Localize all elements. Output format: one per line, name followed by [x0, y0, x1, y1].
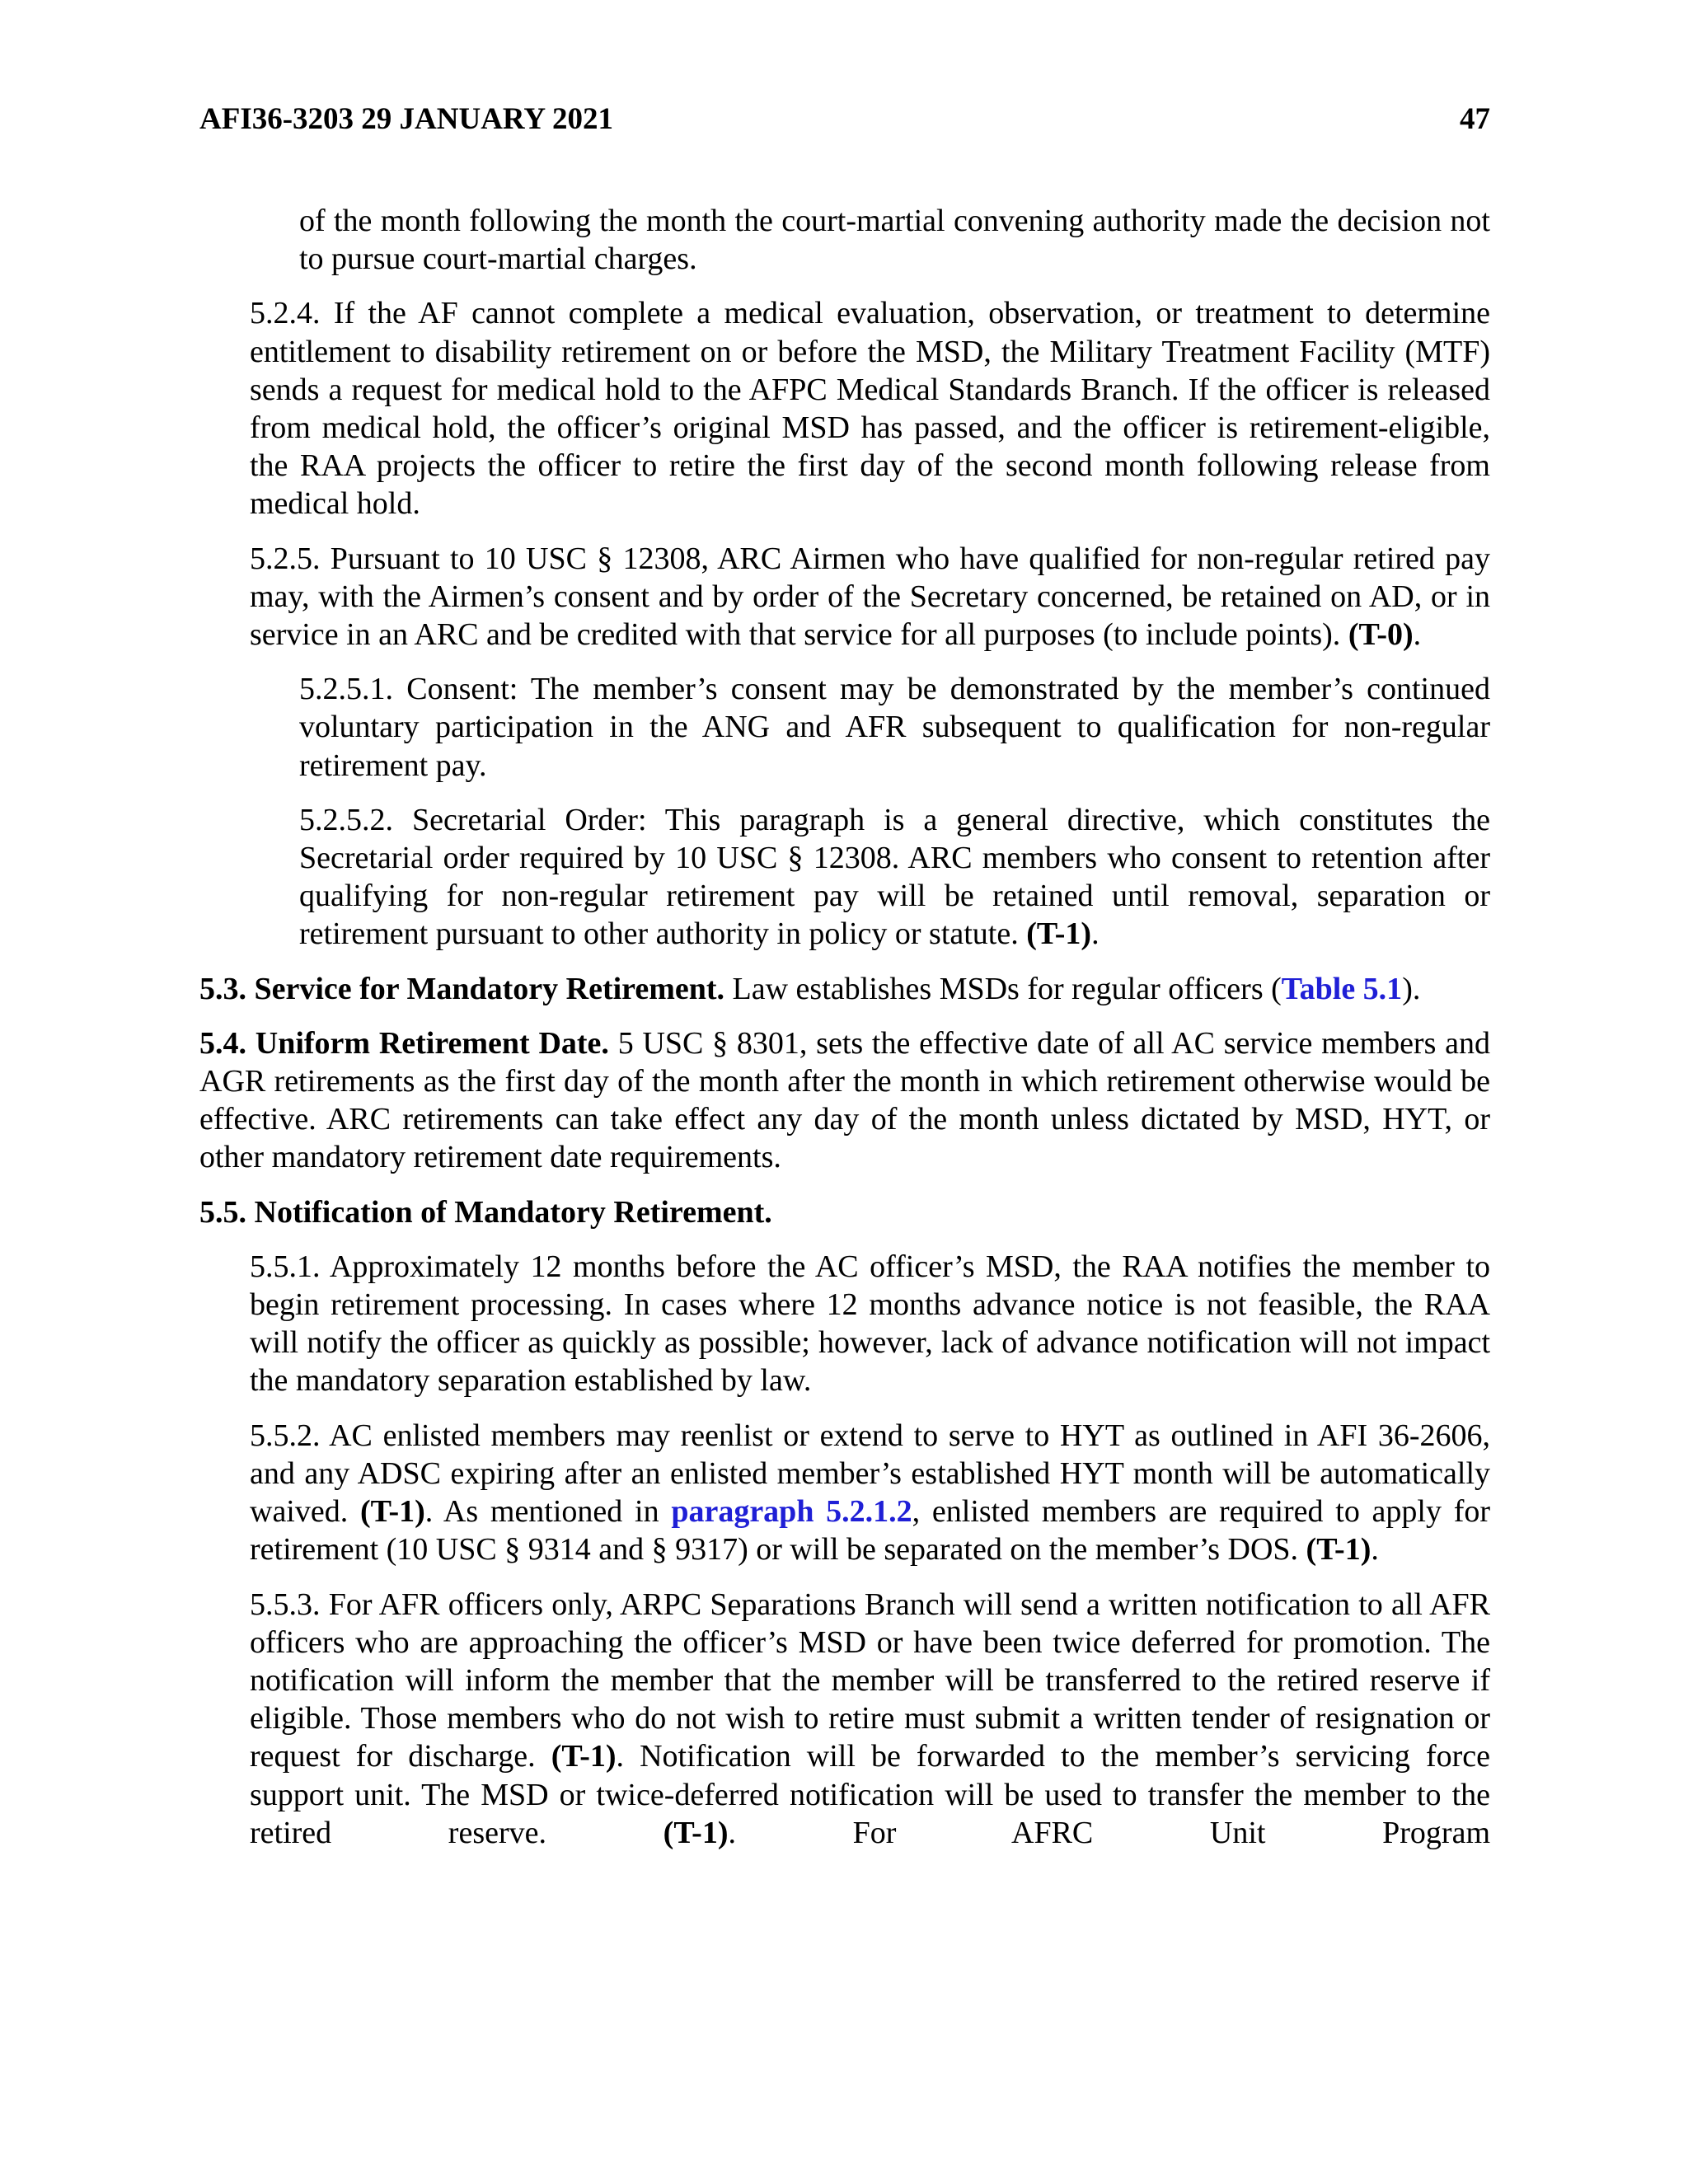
section-heading: 5.3. Service for Mandatory Retirement. [199, 971, 725, 1006]
document-id: AFI36-3203 29 JANUARY 2021 [199, 102, 613, 136]
tier-label: (T-1) [551, 1739, 617, 1774]
section-heading: 5.5. Notification of Mandatory Retirement. [199, 1194, 772, 1230]
section-5-4: 5.4. Uniform Retirement Date. 5 USC § 8301, sets the effective date of all AC service members and AGR retirements as the first day of the month after the month in which retirement otherwise would be effective. ARC retirements can take effect any day of the month unless dictated by MSD, HYT, or other mandatory retirement date requirements. [199, 1025, 1491, 1175]
tier-label: (T-1) [1306, 1532, 1372, 1568]
document-body [199, 202, 1490, 1868]
tier-label: (T-1) [1026, 916, 1092, 952]
table-5-1-link[interactable]: Table 5.1 [1281, 971, 1403, 1006]
tier-label: (T-1) [663, 1815, 729, 1850]
tier-label: (T-1) [359, 1494, 425, 1530]
paragraph-5-5-2: 5.5.2. AC enlisted members may reenlist or extend to serve to HYT as outlined in AFI 36-2606, and any ADSC expiring after an enlisted member’s established HYT month will be automatically waived. (T-1). As mentioned in paragraph 5.2.1.2, enlisted members are required to apply for retirement (10 USC § 9314 and § 9317) or will be separated on the member’s DOS. (T-1). [250, 1418, 1491, 1568]
page-number: 47 [1460, 102, 1490, 136]
paragraph-5-5-1: 5.5.1. Approximately 12 months before the AC officer’s MSD, the RAA notifies the member to begin retirement processing. In cases where 12 months advance notice is not feasible, the RAA will notify the officer as quickly as possible; however, lack of advance notification will not impact the mandatory separation established by law. [250, 1249, 1490, 1399]
paragraph-5-2-5-2: 5.2.5.2. Secretarial Order: This paragraph is a general directive, which constitutes the Secretarial order required by 10 USC § 12308. ARC members who consent to retention after qualifying for non-regular retirement pay will be retained until removal, separation or retirement pursuant to other authority in policy or statute. (T-1). [299, 802, 1490, 952]
section-5-5 [199, 1193, 1490, 1231]
section-heading: 5.4. Uniform Retirement Date. [199, 1025, 609, 1061]
tier-label: (T-0) [1348, 617, 1414, 653]
section-5-3: 5.3. Service for Mandatory Retirement. Law establishes MSDs for regular officers (Table 5.1). [199, 971, 1421, 1006]
paragraph-continuation: of the month following the month the court-martial convening authority made the decision not to pursue court-martial charges. [299, 204, 1490, 277]
paragraph-5-5-3: 5.5.3. For AFR officers only, ARPC Separations Branch will send a written notification to all AFR officers who are approaching the officer’s MSD or have been twice deferred for promotion. The notification will inform the member that the member will be transferred to the retired reserve if eligible. Those members who do not wish to retire must submit a written tender of resignation or request for discharge. (T-1). Notification will be forwarded to the member’s servicing force support unit. The MSD or twice-deferred notification will be used to transfer the member to the retired reserve. (T-1). For AFRC Unit Program [250, 1586, 1491, 1850]
paragraph-5-2-1-2-link[interactable]: paragraph 5.2.1.2 [671, 1494, 912, 1530]
paragraph-5-2-5-1: 5.2.5.1. Consent: The member’s consent may be demonstrated by the member’s continued voluntary participation in the ANG and AFR subsequent to qualification for non-regular retirement pay. [299, 672, 1490, 783]
paragraph-5-2-5: 5.2.5. Pursuant to 10 USC § 12308, ARC Airmen who have qualified for non-regular retired pay may, with the Airmen’s consent and by order of the Secretary concerned, be retained on AD, or in service in an ARC and be credited with that service for all purposes (to include points). (T-0). [250, 541, 1490, 653]
paragraph-5-2-4: 5.2.4. If the AF cannot complete a medical evaluation, observation, or treatment to determine entitlement to disability retirement on or before the MSD, the Military Treatment Facility (MTF) sends a request for medical hold to the AFPC Medical Standards Branch. If the officer is released from medical hold, the officer’s original MSD has passed, and the officer is retirement-eligible, the RAA projects the officer to retire the first day of the second month following release from medical hold. [250, 296, 1490, 522]
page-header [199, 99, 1490, 140]
